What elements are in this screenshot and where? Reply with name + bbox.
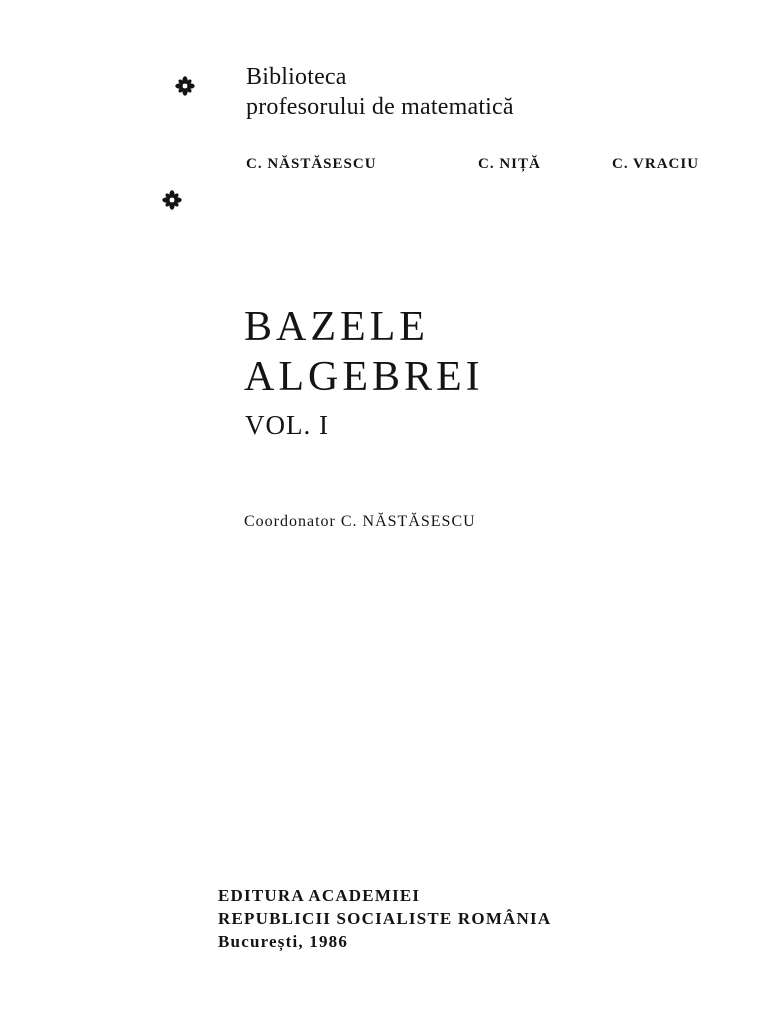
asterisk-flower-icon [162,190,182,210]
asterisk-flower-icon [175,76,195,96]
series-title-line-1: Biblioteca [246,64,347,90]
series-title-line-2: profesorului de matematică [246,94,514,120]
author-3: C. VRACIU [612,156,700,172]
author-2: C. NIȚĂ [478,156,541,172]
coordinator-line: Coordonator C. NĂSTĂSESCU [244,513,476,530]
book-title-line-2: ALGEBREI [244,354,484,400]
book-title-line-1: BAZELE [244,304,429,350]
author-1: C. NĂSTĂSESCU [246,156,377,172]
publisher-imprint [218,884,551,953]
volume-label: VOL. I [245,410,329,440]
publisher-line-3: București, 1986 [218,932,349,951]
publisher-line-2: REPUBLICII SOCIALISTE ROMÂNIA [218,909,552,928]
publisher-line-1: EDITURA ACADEMIEI [218,886,421,905]
series-title [246,62,514,122]
